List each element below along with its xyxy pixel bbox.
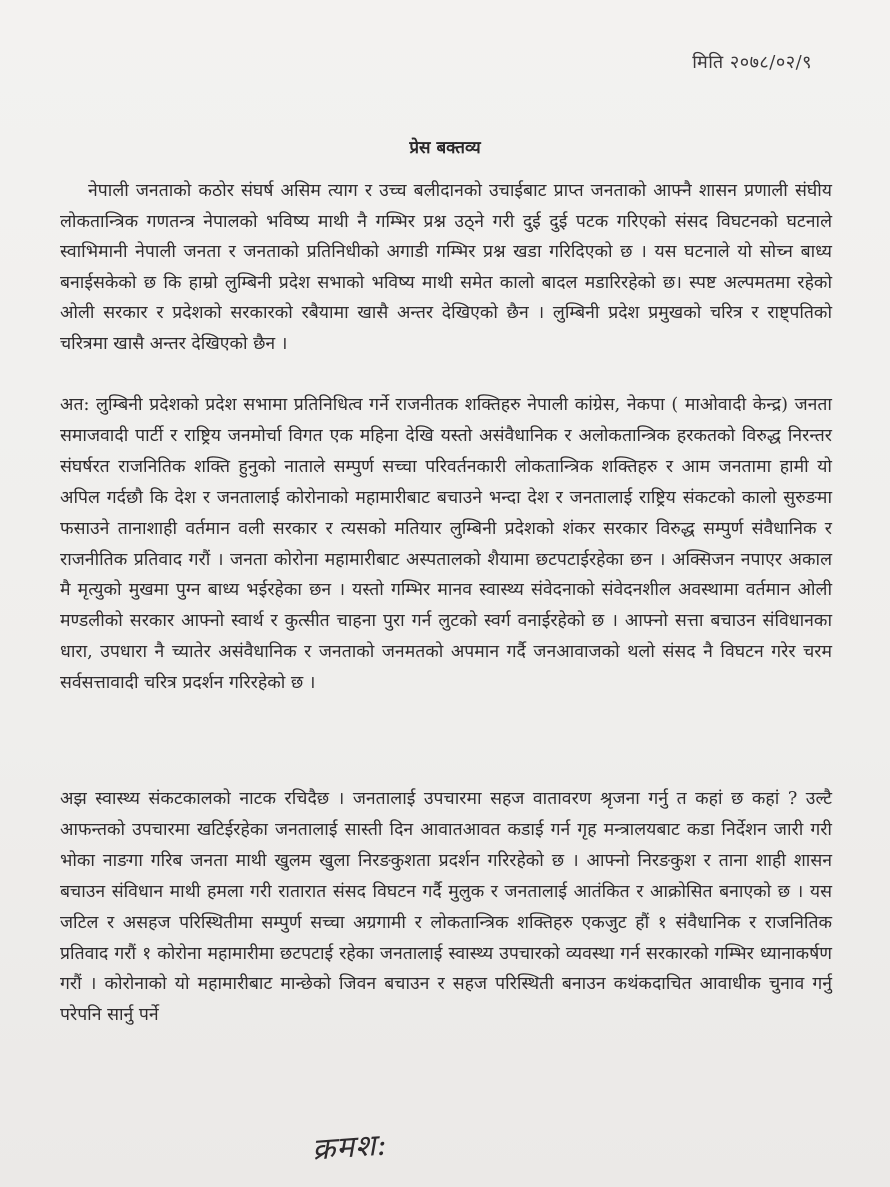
paragraph-3: अझ स्वास्थ्य संकटकालको नाटक रचिदैछ । जनतालाई उपचारमा सहज वातावरण श्रृजना गर्नु त कहां छ कहां ? उल्टै आफन्तको उपचारमा खटिईरहेका जनतालाई सास्ती दिन आवातआवत कडाई गर्न गृह मन्त्रालयबाट कडा निर्देशन जारी गरी भोका नाङगा गरिब जनता माथी खुलम खुला निरङकुशता प्रदर्शन गरिरहेको छ । आफ्नो निरङकुश र ताना शाही शासन बचाउन संविधान माथी हमला गरी रातारात संसद विघटन गर्दै मुलुक र जनतालाई आतंकित र आक्रोसित बनाएको छ । यस जटिल र असहज परिस्थितीमा सम्पुर्ण सच्चा अग्रगामी र लोकतान्त्रिक शक्तिहरु एकजुट हौं १ संवैधानिक र राजनितिक प्रतिवाद गरौं १ कोरोना महामारीमा छटपटाई रहेका जनतालाई स्वास्थ्य उपचारको व्यवस्था गर्न सरकारको गम्भिर ध्यानाकर्षण गरौं । कोरोनाको यो महामारीबाट मान्छेको जिवन बचाउन र सहज परिस्थिती बनाउन कथंकदाचित आवाधीक चुनाव गर्नु परेपनि सार्नु पर्ने [60, 789, 832, 1026]
document-title: प्रेस बक्तव्य [409, 138, 481, 158]
paragraph-2: अत: लुम्बिनी प्रदेशको प्रदेश सभामा प्रतिनिधित्व गर्ने राजनीतक शक्तिहरु नेपाली कांग्रेस, नेकपा ( माओवादी केन्द्र) जनता समाजवादी पार्टी र राष्ट्रिय जनमोर्चा विगत एक महिना देखि यस्तो असंवैधानिक र अलोकतान्त्रिक हरकतको विरुद्ध निरन्तर संघर्षरत राजनितिक शक्ति हुनुको नाताले सम्पुर्ण सच्चा परिवर्तनकारी लोकतान्त्रिक शक्तिहरु र आम जनतामा हामी यो अपिल गर्दछौ कि देश र जनतालाई कोरोनाको महामारीबाट बचाउने भन्दा देश र जनतालाई राष्ट्रिय संकटको कालो सुरुङमा फसाउने तानाशाही वर्तमान वली सरकार र त्यसको मतियार लुम्बिनी प्रदेशको शंकर सरकार विरुद्ध सम्पुर्ण संवैधानिक र राजनीतिक प्रतिवाद गरौं । जनता कोरोना महामारीबाट अस्पतालको शैयामा छटपटाईरहेका छन । अक्सिजन नपाएर अकाल मै मृत्युको मुखमा पुग्न बाध्य भईरहेका छन । यस्तो गम्भिर मानव स्वास्थ्य संवेदनाको संवेदनशील अवस्थामा वर्तमान ओली मण्डलीको सरकार आफ्नो स्वार्थ र कुत्सीत चाहना पुरा गर्न लुटको स्वर्ग वनाईरहेको छ । आफ्नो सत्ता बचाउन संविधानका धारा, उपधारा नै च्यातेर असंवैधानिक र जनताको जनमतको अपमान गर्दै जनआवाजको थलो संसद नै विघटन गरेर चरम सर्वसत्तावादी चरित्र प्रदर्शन गरिरहेको छ । [60, 395, 832, 694]
paragraph-1: नेपाली जनताको कठोर संघर्ष असिम त्याग र उच्च बलीदानको उचाईबाट प्राप्त जनताको आफ्नै शासन प्रणाली संघीय लोकतान्त्रिक गणतन्त्र नेपालको भविष्य माथी नै गम्भिर प्रश्न उठ्ने गरी दुई दुई पटक गरिएको संसद विघटनको घटनाले स्वाभिमानी नेपाली जनता र जनताको प्रतिनिधीको अगाडी गम्भिर प्रश्न खडा गरिदिएको छ । यस घटनाले यो सोच्न बाध्य बनाईसकेको छ कि हाम्रो लुम्बिनी प्रदेश सभाको भविष्य माथी समेत कालो बादल मडारिरहेको छ। स्पष्ट अल्पमतमा रहेको ओली सरकार र प्रदेशको सरकारको रबैयामा खासै अन्तर देखिएको छैन । लुम्बिनी प्रदेश प्रमुखको चरित्र र राष्ट्पतिको चरित्रमा खासै अन्तर देखिएको छैन । [60, 181, 832, 354]
continuation-mark: क्रमश: [311, 1127, 389, 1168]
document-date: मिति २०७८/०२/९ [692, 52, 812, 73]
